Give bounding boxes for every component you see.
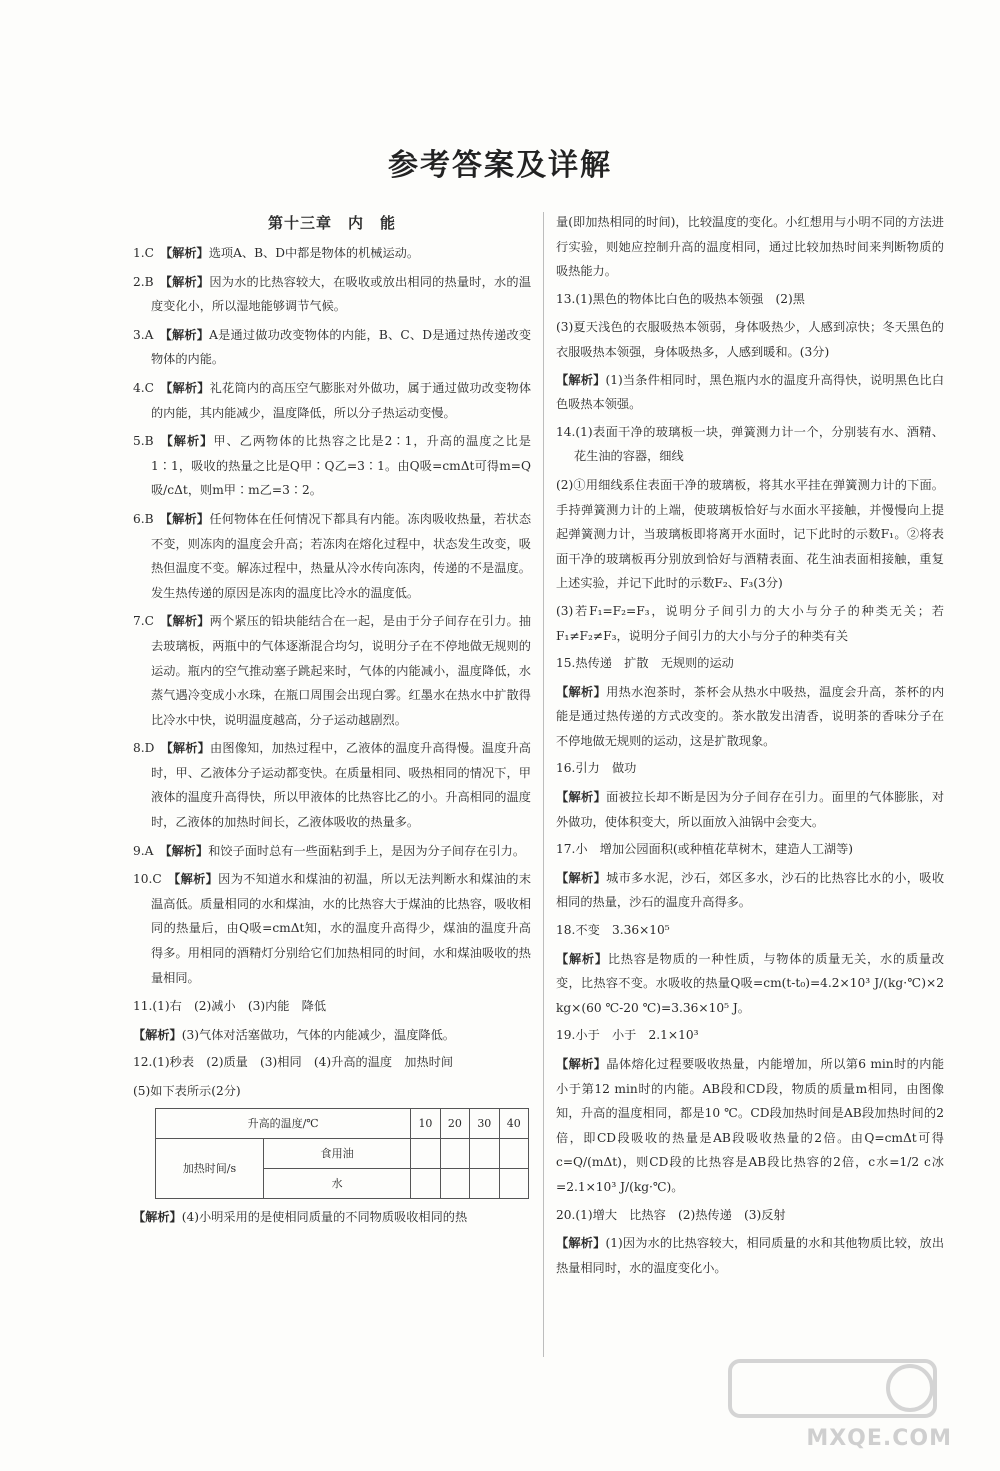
table-cell: 40: [499, 1108, 528, 1138]
right-column: [556, 210, 944, 1283]
left-column: [133, 210, 531, 1232]
table-cell: 水: [264, 1168, 411, 1198]
answer-item: 20.(1)增大 比热容 (2)热传递 (3)反射: [556, 1207, 786, 1222]
analysis-text: 【解析】城市多水泥，沙石，郊区多水，沙石的比热容比水的小，吸收相同的热量，沙石的温度升高得多。: [556, 870, 945, 910]
analysis-11: 【解析】(3)气体对活塞做功，气体的内能减少，温度降低。: [133, 1027, 455, 1042]
analysis-text: 【解析】面被拉长却不断是因为分子间存在引力。面里的气体膨胀，对外做功，使体积变大，所以面放入油锅中会变大。: [556, 790, 945, 829]
table-cell: [499, 1138, 528, 1168]
table-cell: [411, 1168, 440, 1198]
table-cell: [440, 1138, 469, 1168]
answer-item: 5.B 【解析】甲、乙两物体的比热容之比是2∶1，升高的温度之比是1∶1，吸收的热量之比是Q甲∶Q乙=3∶1。由Q吸=cmΔt可得m=Q吸/cΔt，则m甲∶m乙=3∶2。: [133, 434, 531, 498]
answer-item: 13.(1)黑色的物体比白色的吸热本领强 (2)黑: [556, 291, 805, 306]
heating-time-table: [155, 1108, 529, 1199]
answer-item: 15.热传递 扩散 无规则的运动: [556, 656, 734, 671]
answer-text: (2)①用细线系住表面干净的玻璃板，将其水平挂在弹簧测力计的下面。手持弹簧测力计的上端，使玻璃板恰好与水面水平接触，并慢慢向上提起弹簧测力计，当玻璃板即将离开水面时，记下此时的示数F₁。②将表面干净的玻璃板再分别放到恰好与酒精表面、花生油表面相接触，重复上述实验，并记下此时的示数F₂、F₃(3分): [556, 477, 944, 591]
answer-item: 3.A 【解析】A是通过做功改变物体的内能，B、C、D是通过热传递改变物体的内能。: [133, 327, 532, 367]
analysis-text: 【解析】(1)因为水的比热容较大，相同质量的水和其他物质比较，放出热量相同时，水的温度变化小。: [556, 1236, 945, 1275]
answer-item-11: 11.(1)右 (2)减小 (3)内能 降低: [133, 999, 327, 1014]
analysis-12: 【解析】(4)小明采用的是使相同质量的不同物质吸收相同的热: [133, 1209, 468, 1224]
answer-item: 16.引力 做功: [556, 761, 637, 776]
answer-item: 4.C 【解析】礼花筒内的高压空气膨胀对外做功，属于通过做功改变物体的内能，其内能减少，温度降低，所以分子热运动变慢。: [133, 380, 532, 420]
answer-item: 14.(1)表面干净的玻璃板一块，弹簧测力计一个，分别装有水、酒精、花生油的容器，细线: [556, 424, 944, 464]
watermark-text: MXQE.COM: [806, 1426, 952, 1451]
table-cell: 20: [440, 1108, 469, 1138]
answer-text: (3)夏天浅色的衣服吸热本领弱，身体吸热少，人感到凉快；冬天黑色的衣服吸热本领强，身体吸热多，人感到暖和。(3分): [556, 320, 944, 359]
answer-12-part5: (5)如下表所示(2分): [133, 1084, 241, 1098]
answer-item: 8.D 【解析】由图像知，加热过程中，乙液体的温度升高得慢。温度升高时，甲、乙液体分子运动都变快。在质量相同、吸热相同的情况下，甲液体的温度升高得快，所以甲液体的比热容比乙的小。升高相同的温度时，乙液体的加热时间长，乙液体吸收的热量多。: [133, 741, 531, 830]
answer-item: 1.C 【解析】选项A、B、D中都是物体的机械运动。: [133, 246, 420, 260]
table-cell: [499, 1168, 528, 1198]
answer-item: 10.C 【解析】因为不知道水和煤油的初温，所以无法判断水和煤油的末温高低。质量相同的水和煤油，水的比热容大于煤油的比热容，吸收相同的热量后，由Q吸=cmΔt知，水的温度升高得少，煤油的温度升高得多。用相同的酒精灯分别给它们加热相同的时间，水和煤油吸收的热量相同。: [133, 872, 532, 985]
table-cell: 30: [470, 1108, 499, 1138]
column-divider: [543, 212, 544, 1357]
table-cell: [440, 1168, 469, 1198]
answer-item: 2.B 【解析】因为水的比热容较大，在吸收或放出相同的热量时，水的温度变化小，所以湿地能够调节气候。: [133, 274, 532, 314]
answer-text: 量(即加热相同的时间)，比较温度的变化。小红想用与小明不同的方法进行实验，则她应控制升高的温度相同，通过比较加热时间来判断物质的吸热能力。: [556, 215, 944, 279]
table-row-label: 加热时间/s: [156, 1138, 264, 1198]
answer-item: 19.小于 小于 2.1×10³: [556, 1028, 699, 1043]
answer-text: (3)若F₁=F₂=F₃，说明分子间引力的大小与分子的种类无关；若F₁≠F₂≠F₃，说明分子间引力的大小与分子的种类有关: [556, 603, 944, 643]
page-title: 参考答案及详解: [388, 148, 612, 183]
chapter-title: 第十三章 内 能: [267, 214, 396, 232]
table-cell: [411, 1138, 440, 1168]
analysis-text: 【解析】晶体熔化过程要吸收热量，内能增加，所以第6 min时的内能小于第12 min时的内能。AB段和CD段，物质的质量m相同，由图像知，升高的温度相同，都是10 ℃。CD段加热时间是AB段加热时间的2倍，即CD段吸收的热量是AB段吸收热量的2倍。由Q=cmΔt可得c=Q/(mΔt)，则CD段的比热容是AB段比热容的2倍，c水=1/2 c冰=2.1×10³ J/(kg·℃)。: [556, 1057, 945, 1194]
analysis-text: 【解析】(1)当条件相同时，黑色瓶内水的温度升高得快，说明黑色比白色吸热本领强。: [556, 372, 945, 412]
answer-item: 9.A 【解析】和饺子面时总有一些面粘到手上，是因为分子间存在引力。: [133, 843, 526, 858]
answer-list-left: [133, 241, 531, 990]
answer-item: 7.C 【解析】两个紧压的铅块能结合在一起，是由于分子间存在引力。抽去玻璃板，两瓶中的气体逐渐混合均匀，说明分子在不停地做无规则的运动。瓶内的空气推动塞子跳起来时，气体的内能减小，温度降低，水蒸气遇冷变成小水珠，在瓶口周围会出现白雾。红墨水在热水中扩散得比冷水中快，说明温度越高，分子运动越剧烈。: [133, 614, 532, 727]
answer-item: 6.B 【解析】任何物体在任何情况下都具有内能。冻肉吸收热量，若状态不变，则冻肉的温度会升高；若冻肉在熔化过程中，状态发生改变，吸热但温度不变。解冻过程中，热量从冷水传向冻肉，传递的不是温度。发生热传递的原因是冻肉的温度比冷水的温度低。: [133, 511, 532, 600]
answer-item: 18.不变 3.36×10⁵: [556, 923, 670, 938]
table-cell: [470, 1168, 499, 1198]
answer-item: 17.小 增加公园面积(或种植花草树木，建造人工湖等): [556, 842, 854, 857]
table-cell: [470, 1138, 499, 1168]
table-cell: 食用油: [264, 1138, 411, 1168]
analysis-text: 【解析】用热水泡茶时，茶杯会从热水中吸热，温度会升高，茶杯的内能是通过热传递的方式改变的。茶水散发出清香，说明茶的香味分子在不停地做无规则的运动，这是扩散现象。: [556, 684, 945, 748]
answer-item-12: 12.(1)秒表 (2)质量 (3)相同 (4)升高的温度 加热时间: [133, 1055, 454, 1070]
table-row: [156, 1108, 529, 1138]
table-header-cell: 升高的温度/℃: [156, 1108, 411, 1138]
analysis-text: 【解析】比热容是物质的一种性质，与物体的质量无关，水的质量改变，比热容不变。水吸收的热量Q吸=cm(t-t₀)=4.2×10³ J/(kg·℃)×2 kg×(60 ℃-20 ℃)=3.36×10⁵ J。: [556, 951, 945, 1015]
table-cell: 10: [411, 1108, 440, 1138]
table-row: [156, 1138, 529, 1168]
